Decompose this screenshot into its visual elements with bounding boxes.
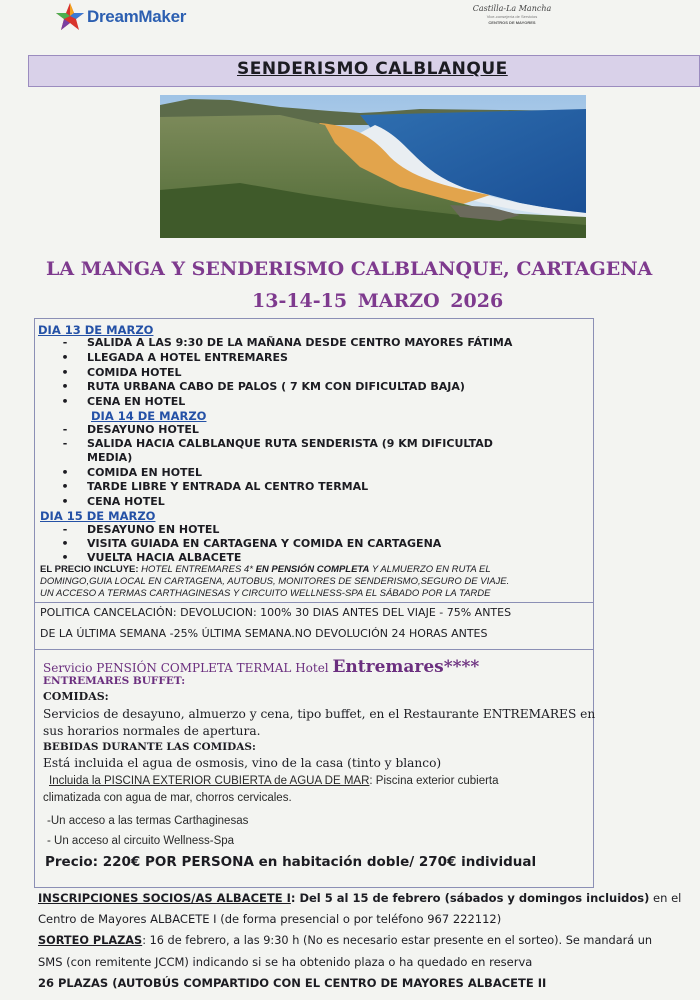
day2-item1-marker: -	[62, 423, 68, 436]
day3-item1: DESAYUNO EN HOTEL	[87, 523, 220, 536]
price-includes-line3: UN ACCESO A TERMAS CARTHAGINESAS Y CIRCUITO WELLNESS-SPA EL SÁBADO POR LA TARDE	[40, 588, 491, 599]
day1-item1: SALIDA A LAS 9:30 DE LA MAÑANA DESDE CENTRO MAYORES FÁTIMA	[87, 336, 513, 349]
day1-item3-marker: •	[61, 366, 69, 379]
banner-title: SENDERISMO CALBLANQUE	[237, 59, 508, 79]
day3-item2: VISITA GUIADA EN CARTAGENA Y COMIDA EN CARTAGENA	[87, 537, 442, 550]
service-heading-prefix: Servicio PENSIÓN COMPLETA TERMAL Hotel	[43, 661, 333, 675]
bebidas-line: Está incluida el agua de osmosis, vino de la casa (tinto y blanco)	[43, 756, 442, 770]
day2-item2: SALIDA HACIA CALBLANQUE RUTA SENDERISTA (9 KM DIFICULTAD	[87, 437, 493, 450]
policy-line1: POLITICA CANCELACIÓN: DEVOLUCION: 100% 30 DIAS ANTES DEL VIAJE - 75% ANTES	[40, 606, 512, 619]
clm-logo-name: Castilla-La Mancha	[472, 4, 552, 13]
day2-item3-marker: •	[61, 466, 69, 479]
day1-header: DIA 13 DE MARZO	[38, 323, 154, 337]
star-logo-icon	[55, 2, 85, 32]
day2-item4-marker: •	[61, 480, 69, 493]
day2-header: DIA 14 DE MARZO	[91, 409, 207, 423]
day3-item2-marker: •	[61, 537, 69, 550]
coast-photo	[160, 95, 586, 238]
price-line: Precio: 220€ POR PERSONA en habitación doble/ 270€ individual	[45, 854, 537, 870]
day3-item1-marker: -	[62, 523, 68, 536]
program-box	[34, 318, 594, 888]
policy-line2: DE LA ÚLTIMA SEMANA -25% ÚLTIMA SEMANA.NO DEVOLUCIÓN 24 HORAS ANTES	[40, 627, 488, 640]
castilla-la-mancha-logo	[462, 4, 562, 25]
day2-item4: TARDE LIBRE Y ENTRADA AL CENTRO TERMAL	[87, 480, 369, 493]
day1-item4: RUTA URBANA CABO DE PALOS ( 7 KM CON DIFICULTAD BAJA)	[87, 380, 465, 393]
clm-logo-line2: Vice-consejería de Servicios	[486, 14, 538, 19]
price-includes-line1	[40, 564, 491, 575]
draw-line1	[38, 934, 652, 947]
day1-item5-marker: •	[61, 395, 69, 408]
day1-item5: CENA EN HOTEL	[87, 395, 186, 408]
day2-item1: DESAYUNO HOTEL	[87, 423, 199, 436]
places-line: 26 PLAZAS (AUTOBÚS COMPARTIDO CON EL CENTRO DE MAYORES ALBACETE II	[38, 976, 547, 990]
day1-item2-marker: •	[61, 351, 69, 364]
price-includes-line2: DOMINGO,GUIA LOCAL EN CARTAGENA, AUTOBUS, MONITORES DE SENDERISMO,SEGURO DE VIAJE.	[40, 576, 510, 587]
price-includes-part2: EN PENSIÓN COMPLETA	[255, 564, 370, 575]
draw-text: : 16 de febrero, a las 9:30 h (No es necesario estar presente en el sorteo). Se mandará un	[142, 934, 653, 947]
clm-logo-line3: CENTROS DE MAYORES	[488, 20, 536, 25]
draw-label: SORTEO PLAZAS	[38, 934, 143, 947]
service-subheading: ENTREMARES BUFFET:	[43, 675, 186, 687]
registration-dates: Del 5 al 15 de febrero (sábados y domingos incluidos)	[299, 891, 650, 905]
day2-item5-marker: •	[61, 495, 69, 508]
title-banner	[28, 55, 700, 87]
day1-item2: LLEGADA A HOTEL ENTREMARES	[87, 351, 288, 364]
price-includes-part3: Y ALMUERZO EN RUTA EL	[369, 564, 491, 575]
piscina-line1	[49, 775, 499, 787]
day2-item2-cont: MEDIA)	[87, 451, 133, 464]
divider-service	[35, 649, 593, 650]
registration-after: en el	[649, 891, 682, 905]
registration-label: INSCRIPCIONES SOCIOS/AS ALBACETE I	[38, 891, 291, 905]
main-title: LA MANGA Y SENDERISMO CALBLANQUE, CARTAGENA	[46, 258, 653, 280]
day3-header: DIA 15 DE MARZO	[40, 509, 156, 523]
access-line2: - Un acceso al circuito Wellness-Spa	[47, 835, 235, 847]
comidas-line2: sus horarios normales de apertura.	[43, 724, 261, 738]
registration-colon: :	[290, 891, 300, 905]
coast-landscape-image	[160, 95, 586, 238]
price-includes-part1: HOTEL ENTREMARES 4*	[141, 564, 256, 575]
draw-line2: SMS (con remitente JCCM) indicando si se ha obtenido plaza o ha quedado en reserva	[38, 955, 533, 969]
piscina-label: Incluida la PISCINA EXTERIOR CUBIERTA de AGUA DE MAR	[49, 775, 370, 787]
day2-item2-marker: -	[62, 437, 68, 450]
registration-line1	[38, 891, 681, 905]
dreammaker-logo-text: DreamMaker	[87, 7, 187, 26]
comidas-label: COMIDAS:	[43, 690, 109, 703]
piscina-line2: climatizada con agua de mar, chorros cervicales.	[43, 792, 292, 804]
piscina-rest: : Piscina exterior cubierta	[369, 775, 499, 787]
day1-item3: COMIDA HOTEL	[87, 366, 182, 379]
registration-line2: Centro de Mayores ALBACETE I (de forma presencial o por teléfono 967 222112)	[38, 912, 502, 926]
service-heading	[43, 657, 479, 677]
dates-title: 13-14-15 MARZO 2026	[252, 290, 504, 312]
access-line1: -Un acceso a las termas Carthaginesas	[47, 815, 249, 827]
day1-item1-marker: -	[62, 336, 68, 349]
dreammaker-logo	[55, 0, 186, 34]
bebidas-label: BEBIDAS DURANTE LAS COMIDAS:	[43, 741, 256, 753]
price-includes-label: EL PRECIO INCLUYE:	[40, 564, 142, 575]
day3-item3: VUELTA HACIA ALBACETE	[87, 551, 242, 564]
day1-item4-marker: •	[61, 380, 69, 393]
day2-item3: COMIDA EN HOTEL	[87, 466, 203, 479]
service-heading-hotel: Entremares****	[332, 657, 480, 677]
divider-policy	[35, 602, 593, 603]
day3-item3-marker: •	[61, 551, 69, 564]
day2-item5: CENA HOTEL	[87, 495, 165, 508]
comidas-line1: Servicios de desayuno, almuerzo y cena, tipo buffet, en el Restaurante ENTREMARES en	[43, 707, 596, 721]
